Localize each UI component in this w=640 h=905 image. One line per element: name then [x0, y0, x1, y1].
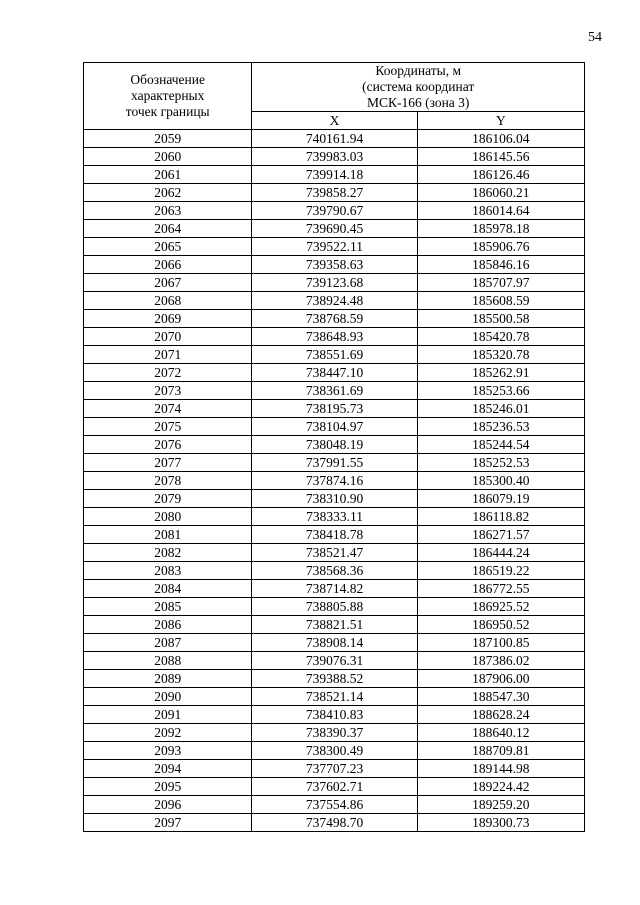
x-cell: 738310.90 — [252, 490, 417, 508]
y-cell: 186519.22 — [417, 562, 584, 580]
y-cell: 185244.54 — [417, 436, 584, 454]
x-cell: 739983.03 — [252, 148, 417, 166]
y-cell: 186950.52 — [417, 616, 584, 634]
table-row — [84, 526, 585, 544]
point-cell: 2078 — [84, 472, 252, 490]
point-cell: 2073 — [84, 382, 252, 400]
table-row — [84, 220, 585, 238]
table-row — [84, 796, 585, 814]
point-cell: 2090 — [84, 688, 252, 706]
x-cell: 737602.71 — [252, 778, 417, 796]
x-cell: 738521.14 — [252, 688, 417, 706]
table-row — [84, 634, 585, 652]
table-body — [84, 130, 585, 832]
point-cell: 2088 — [84, 652, 252, 670]
x-cell: 738361.69 — [252, 382, 417, 400]
table-row — [84, 292, 585, 310]
x-cell: 739522.11 — [252, 238, 417, 256]
table-header — [84, 63, 585, 130]
y-cell: 185262.91 — [417, 364, 584, 382]
point-cell: 2097 — [84, 814, 252, 832]
y-cell: 188640.12 — [417, 724, 584, 742]
point-cell: 2074 — [84, 400, 252, 418]
point-cell: 2070 — [84, 328, 252, 346]
point-cell: 2092 — [84, 724, 252, 742]
table-row — [84, 598, 585, 616]
x-cell: 739358.63 — [252, 256, 417, 274]
table-row — [84, 184, 585, 202]
table-row — [84, 364, 585, 382]
x-cell: 738048.19 — [252, 436, 417, 454]
x-cell: 738195.73 — [252, 400, 417, 418]
table-row — [84, 418, 585, 436]
x-cell: 739690.45 — [252, 220, 417, 238]
y-cell: 185300.40 — [417, 472, 584, 490]
point-cell: 2064 — [84, 220, 252, 238]
point-cell: 2087 — [84, 634, 252, 652]
point-cell: 2085 — [84, 598, 252, 616]
point-cell: 2060 — [84, 148, 252, 166]
x-cell: 738568.36 — [252, 562, 417, 580]
table-row — [84, 652, 585, 670]
table-row — [84, 274, 585, 292]
y-cell: 186444.24 — [417, 544, 584, 562]
y-cell: 186118.82 — [417, 508, 584, 526]
y-cell: 186014.64 — [417, 202, 584, 220]
x-cell: 740161.94 — [252, 130, 417, 148]
x-cell: 738768.59 — [252, 310, 417, 328]
x-cell: 738333.11 — [252, 508, 417, 526]
x-cell: 738648.93 — [252, 328, 417, 346]
point-cell: 2068 — [84, 292, 252, 310]
x-cell: 738521.47 — [252, 544, 417, 562]
point-cell: 2096 — [84, 796, 252, 814]
table-row — [84, 238, 585, 256]
table-row — [84, 130, 585, 148]
point-cell: 2063 — [84, 202, 252, 220]
x-cell: 738104.97 — [252, 418, 417, 436]
table-row — [84, 400, 585, 418]
point-cell: 2086 — [84, 616, 252, 634]
table-row — [84, 454, 585, 472]
y-cell: 186126.46 — [417, 166, 584, 184]
point-cell: 2061 — [84, 166, 252, 184]
coordinates-table — [83, 62, 585, 832]
point-cell: 2091 — [84, 706, 252, 724]
x-cell: 737874.16 — [252, 472, 417, 490]
y-cell: 185500.58 — [417, 310, 584, 328]
y-cell: 186106.04 — [417, 130, 584, 148]
x-cell: 739388.52 — [252, 670, 417, 688]
point-cell: 2067 — [84, 274, 252, 292]
table-row — [84, 328, 585, 346]
point-cell: 2089 — [84, 670, 252, 688]
table-row — [84, 382, 585, 400]
point-cell: 2075 — [84, 418, 252, 436]
table-row — [84, 688, 585, 706]
point-header-line: точек границы — [125, 104, 210, 119]
point-cell: 2095 — [84, 778, 252, 796]
point-cell: 2082 — [84, 544, 252, 562]
x-cell: 739076.31 — [252, 652, 417, 670]
coordinates-header — [252, 63, 585, 112]
table-row — [84, 544, 585, 562]
y-cell: 188628.24 — [417, 706, 584, 724]
table-row — [84, 724, 585, 742]
y-cell: 186772.55 — [417, 580, 584, 598]
table-row — [84, 166, 585, 184]
y-cell: 187386.02 — [417, 652, 584, 670]
y-cell: 188709.81 — [417, 742, 584, 760]
y-cell: 189144.98 — [417, 760, 584, 778]
x-cell: 738821.51 — [252, 616, 417, 634]
y-cell: 186079.19 — [417, 490, 584, 508]
x-cell: 739914.18 — [252, 166, 417, 184]
y-cell: 185246.01 — [417, 400, 584, 418]
table-row — [84, 778, 585, 796]
table-row — [84, 490, 585, 508]
x-cell: 738390.37 — [252, 724, 417, 742]
y-cell: 185608.59 — [417, 292, 584, 310]
y-cell: 185253.66 — [417, 382, 584, 400]
table-row — [84, 148, 585, 166]
table-row — [84, 706, 585, 724]
y-cell: 186271.57 — [417, 526, 584, 544]
x-column-header: X — [252, 112, 417, 130]
y-column-header: Y — [417, 112, 584, 130]
point-cell: 2094 — [84, 760, 252, 778]
y-cell: 185252.53 — [417, 454, 584, 472]
table-row — [84, 760, 585, 778]
point-cell: 2066 — [84, 256, 252, 274]
point-cell: 2059 — [84, 130, 252, 148]
table-row — [84, 202, 585, 220]
point-cell: 2081 — [84, 526, 252, 544]
coords-header-line: МСК-166 (зона 3) — [366, 95, 470, 110]
y-cell: 185906.76 — [417, 238, 584, 256]
y-cell: 189224.42 — [417, 778, 584, 796]
x-cell: 738410.83 — [252, 706, 417, 724]
x-cell: 739123.68 — [252, 274, 417, 292]
point-cell: 2093 — [84, 742, 252, 760]
x-cell: 738418.78 — [252, 526, 417, 544]
table-row — [84, 670, 585, 688]
y-cell: 185236.53 — [417, 418, 584, 436]
y-cell: 185420.78 — [417, 328, 584, 346]
x-cell: 737554.86 — [252, 796, 417, 814]
table-row — [84, 346, 585, 364]
table-row — [84, 472, 585, 490]
y-cell: 187100.85 — [417, 634, 584, 652]
y-cell: 188547.30 — [417, 688, 584, 706]
x-cell: 739858.27 — [252, 184, 417, 202]
table-row — [84, 508, 585, 526]
point-cell: 2077 — [84, 454, 252, 472]
point-cell: 2079 — [84, 490, 252, 508]
y-cell: 186145.56 — [417, 148, 584, 166]
point-header-line: характерных — [131, 88, 205, 103]
x-cell: 738805.88 — [252, 598, 417, 616]
table-row — [84, 436, 585, 454]
x-cell: 738714.82 — [252, 580, 417, 598]
x-cell: 738447.10 — [252, 364, 417, 382]
table-row — [84, 256, 585, 274]
y-cell: 186060.21 — [417, 184, 584, 202]
x-cell: 739790.67 — [252, 202, 417, 220]
point-cell: 2076 — [84, 436, 252, 454]
y-cell: 186925.52 — [417, 598, 584, 616]
y-cell: 185978.18 — [417, 220, 584, 238]
x-cell: 738300.49 — [252, 742, 417, 760]
y-cell: 189300.73 — [417, 814, 584, 832]
point-cell: 2069 — [84, 310, 252, 328]
x-cell: 738924.48 — [252, 292, 417, 310]
x-cell: 737991.55 — [252, 454, 417, 472]
point-cell: 2084 — [84, 580, 252, 598]
point-cell: 2072 — [84, 364, 252, 382]
point-cell: 2083 — [84, 562, 252, 580]
x-cell: 738551.69 — [252, 346, 417, 364]
point-cell: 2080 — [84, 508, 252, 526]
coords-header-line: Координаты, м — [375, 63, 462, 78]
page-number: 54 — [588, 30, 602, 45]
coords-header-line: (система координат — [362, 79, 475, 94]
point-cell: 2062 — [84, 184, 252, 202]
table-row — [84, 616, 585, 634]
table-row — [84, 814, 585, 832]
table-row — [84, 562, 585, 580]
point-header-line: Обозначение — [130, 72, 205, 87]
y-cell: 187906.00 — [417, 670, 584, 688]
point-cell: 2065 — [84, 238, 252, 256]
y-cell: 185707.97 — [417, 274, 584, 292]
table-row — [84, 580, 585, 598]
x-cell: 737707.23 — [252, 760, 417, 778]
x-cell: 737498.70 — [252, 814, 417, 832]
point-cell: 2071 — [84, 346, 252, 364]
table-row — [84, 310, 585, 328]
y-cell: 185846.16 — [417, 256, 584, 274]
table-row — [84, 742, 585, 760]
y-cell: 185320.78 — [417, 346, 584, 364]
point-designation-header — [84, 63, 252, 130]
x-cell: 738908.14 — [252, 634, 417, 652]
y-cell: 189259.20 — [417, 796, 584, 814]
